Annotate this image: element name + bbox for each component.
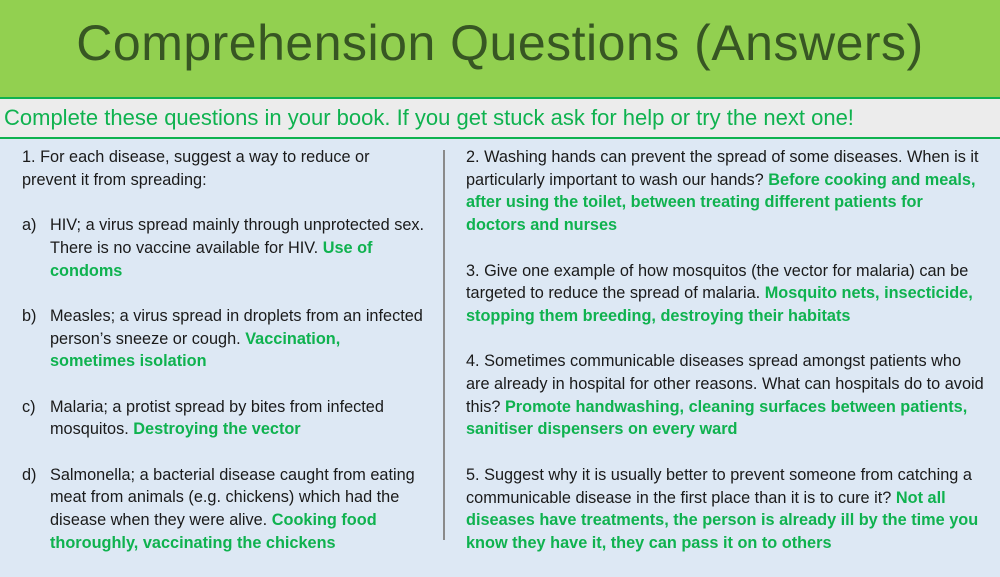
item-label: b) (22, 306, 37, 325)
instruction-banner (0, 97, 1000, 139)
question-text: 2. Washing hands can prevent the spread of some diseases. When is it particularly important to wash our hands? (466, 148, 979, 189)
item-text: Malaria; a protist spread by bites from infected mosquitos. (50, 397, 384, 439)
item-a (22, 214, 427, 282)
left-column (22, 146, 427, 577)
question-2 (466, 146, 986, 237)
title-banner (0, 0, 1000, 97)
item-label: c) (22, 397, 36, 416)
question-4 (466, 350, 986, 441)
instruction-text: Complete these questions in your book. If you get stuck ask for help or try the next one! (4, 105, 854, 130)
answer: Before cooking and meals, after using the toilet, between treating different patients for doctors and nurses (466, 170, 976, 235)
item-text: HIV; a virus spread mainly through unprotected sex. There is no vaccine available for HIV. (50, 216, 425, 257)
question-text: 4. Sometimes communicable diseases spread amongst patients who are already in hospital for other reasons. What can hospitals do to avoid this? (466, 352, 984, 416)
column-divider (443, 150, 445, 540)
answer: Destroying the vector (133, 420, 301, 439)
item-label: d) (22, 465, 37, 484)
answer: Vaccination, sometimes isolation (50, 329, 341, 371)
answer: Cooking food thoroughly, vaccinating the chickens (50, 511, 377, 552)
question-5 (466, 464, 986, 555)
item-b (22, 305, 427, 373)
page-title: Comprehension Questions (Answers) (76, 15, 924, 71)
question-3 (466, 260, 986, 328)
item-text: Measles; a virus spread in droplets from an infected person’s sneeze or cough. (50, 306, 423, 348)
item-label: a) (22, 216, 37, 235)
question-text: 5. Suggest why it is usually better to prevent someone from catching a communicable disease in the first place than it is to cure it? (466, 465, 972, 507)
right-column (466, 146, 986, 577)
item-d (22, 464, 427, 555)
item-text: Salmonella; a bacterial disease caught from eating meat from animals (e.g. chickens) which had the disease when they were alive. (50, 465, 415, 530)
answer: Promote handwashing, cleaning surfaces between patients, sanitiser dispensers on every ward (466, 397, 968, 439)
question-text: 3. Give one example of how mosquitos (the vector for malaria) can be targeted to reduce the spread of malaria. (466, 261, 969, 303)
item-c (22, 396, 427, 441)
answer: Use of condoms (50, 238, 373, 280)
question-1: 1. For each disease, suggest a way to reduce or prevent it from spreading: (22, 148, 370, 189)
answer: Not all diseases have treatments, the person is already ill by the time you know they have it, they can pass it on to others (466, 488, 979, 552)
answer: Mosquito nets, insecticide, stopping them breeding, destroying their habitats (466, 284, 973, 325)
